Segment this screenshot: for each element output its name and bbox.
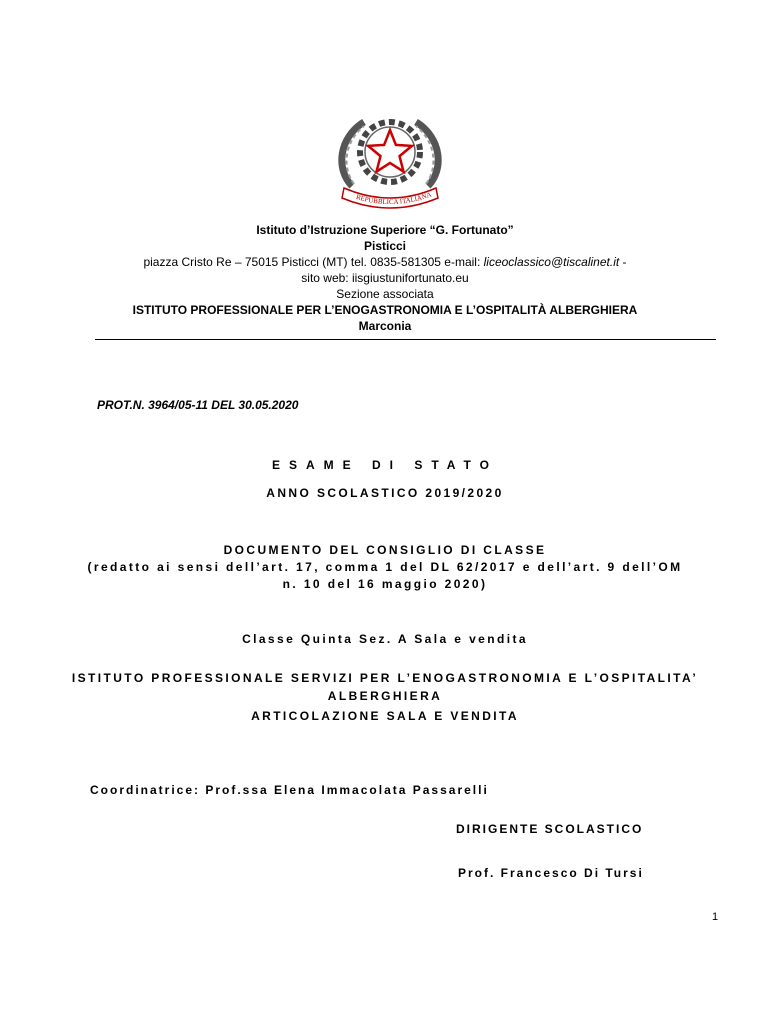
school-header — [0, 222, 770, 334]
program-line3: ARTICOLAZIONE SALA E VENDITA — [251, 709, 519, 723]
principal-name: Prof. Francesco Di Tursi — [458, 866, 644, 880]
email-link[interactable]: liceoclassico@tiscalinet.it — [483, 255, 620, 269]
coordinator: Coordinatrice: Prof.ssa Elena Immacolata Passarelli — [90, 783, 489, 797]
document-title: DOCUMENTO DEL CONSIGLIO DI CLASSE — [223, 543, 547, 557]
document-subtitle-line1: (redatto ai sensi dell’art. 17, comma 1 del DL 62/2017 e dell’art. 9 dell’OM — [87, 560, 683, 574]
protocol-number: PROT.N. 3964/05-11 DEL 30.05.2020 — [97, 398, 299, 412]
header-divider — [95, 339, 716, 340]
emblem-ribbon-text: REPUBBLICA ITALIANA — [355, 190, 433, 207]
republic-emblem — [330, 108, 450, 212]
address-text: piazza Cristo Re – 75015 Pisticci (MT) tel. 0835-581305 e-mail: — [143, 255, 484, 269]
class-info: Classe Quinta Sez. A Sala e vendita — [242, 632, 528, 646]
program-line1: ISTITUTO PROFESSIONALE SERVIZI PER L’ENOGASTRONOMIA E L’OSPITALITA’ — [71, 671, 699, 685]
school-address — [0, 254, 770, 270]
address-suffix: - — [619, 255, 627, 269]
school-year: ANNO SCOLASTICO 2019/2020 — [266, 486, 504, 500]
page-number: 1 — [712, 911, 719, 923]
school-name: Istituto d’Istruzione Superiore “G. Fortunato” — [256, 223, 514, 237]
document-subtitle-line2: n. 10 del 16 maggio 2020) — [282, 577, 488, 591]
school-website[interactable]: sito web: iisgiustunifortunato.eu — [301, 271, 469, 285]
exam-title: ESAME DI STATO — [271, 458, 498, 472]
institute-location: Marconia — [358, 319, 412, 333]
school-city: Pisticci — [363, 239, 407, 253]
institute-name: ISTITUTO PROFESSIONALE PER L’ENOGASTRONOMIA E L’OSPITALITÀ ALBERGHIERA — [132, 303, 638, 317]
section-label: Sezione associata — [336, 287, 434, 301]
principal-title: DIRIGENTE SCOLASTICO — [456, 822, 644, 836]
program-line2: ALBERGHIERA — [327, 689, 443, 703]
